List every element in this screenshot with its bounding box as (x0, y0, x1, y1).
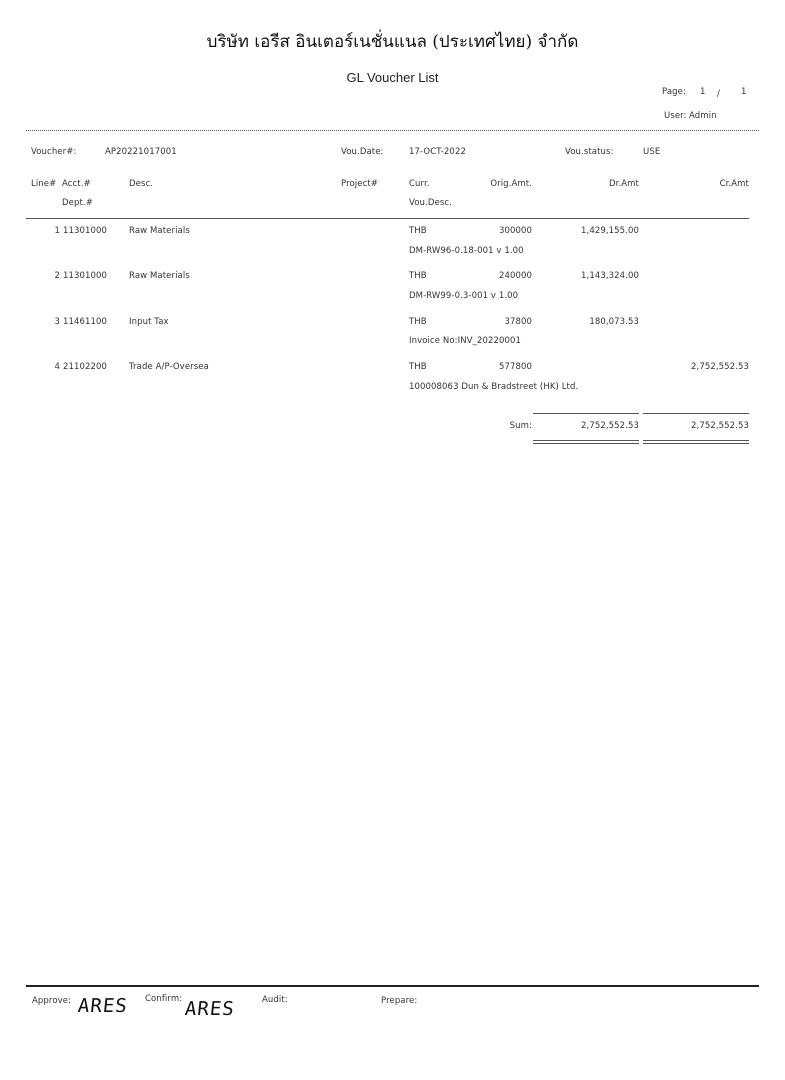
sum-label: Sum: (509, 421, 532, 431)
footer-divider (26, 985, 759, 987)
line-orig-amt: 240000 (498, 271, 532, 281)
col-header-vou-desc: Vou.Desc. (409, 198, 452, 208)
line-dr-amt: 1,143,324.00 (581, 271, 639, 281)
line-desc: Trade A/P-Oversea (129, 362, 209, 372)
voucher-date-value: 17-OCT-2022 (409, 147, 466, 157)
page-total: 1 (741, 87, 747, 97)
line-vou-desc: 100008063 Dun & Bradstreet (HK) Ltd. (409, 382, 579, 392)
line-cr-amt: 2,752,552.53 (691, 362, 749, 372)
line-orig-amt: 300000 (498, 226, 532, 236)
col-header-curr: Curr. (409, 179, 430, 189)
line-curr: THB (409, 317, 427, 327)
line-orig-amt: 37800 (504, 317, 532, 327)
line-acct: 11301000 (63, 271, 108, 281)
line-desc: Raw Materials (129, 271, 190, 281)
line-number: 3 (54, 317, 60, 327)
line-number: 4 (54, 362, 60, 372)
col-header-cr-amt: Cr.Amt (719, 179, 749, 189)
sum-dr-amt: 2,752,552.53 (581, 421, 639, 431)
col-header-project: Project# (341, 179, 379, 189)
col-header-line: Line# (31, 179, 57, 189)
line-number: 1 (54, 226, 60, 236)
line-curr: THB (409, 226, 427, 236)
sum-cr-amt: 2,752,552.53 (691, 421, 749, 431)
company-name: บริษัท เอรีส อินเตอร์เนชั่นแนล (ประเทศไทย) จำกัด (206, 32, 579, 52)
line-orig-amt: 577800 (498, 362, 532, 372)
confirm-signature: ARES (183, 998, 236, 1020)
voucher-no-label: Voucher#: (31, 147, 77, 157)
line-dr-amt: 1,429,155.00 (581, 226, 639, 236)
line-acct: 11301000 (63, 226, 108, 236)
confirm-label: Confirm: (145, 994, 183, 1004)
page-label: Page: (662, 87, 686, 97)
line-acct: 11461100 (63, 317, 108, 327)
page-separator: / (717, 89, 720, 99)
audit-label: Audit: (262, 995, 288, 1005)
report-title: GL Voucher List (346, 70, 439, 85)
sum-dr-double-rule (533, 440, 639, 444)
col-header-desc: Desc. (129, 179, 154, 189)
line-curr: THB (409, 271, 427, 281)
approve-signature: ARES (76, 995, 129, 1017)
voucher-date-label: Vou.Date: (341, 147, 384, 157)
col-header-dr-amt: Dr.Amt (609, 179, 639, 189)
line-acct: 21102200 (63, 362, 108, 372)
header-dotted-divider (26, 130, 759, 131)
user-label: User: (664, 111, 687, 121)
line-curr: THB (409, 362, 427, 372)
line-desc: Input Tax (129, 317, 169, 327)
sum-cr-top-rule (643, 413, 749, 414)
approve-label: Approve: (32, 996, 72, 1006)
line-dr-amt: 180,073.53 (589, 317, 639, 327)
sum-cr-double-rule (643, 440, 749, 444)
line-desc: Raw Materials (129, 226, 190, 236)
voucher-status-label: Vou.status: (565, 147, 614, 157)
voucher-no-value: AP20221017001 (105, 147, 177, 157)
user-value: Admin (689, 111, 717, 121)
voucher-status-value: USE (643, 147, 661, 157)
line-vou-desc: Invoice No:INV_20220001 (409, 336, 522, 346)
col-header-orig-amt: Orig.Amt. (490, 179, 532, 189)
col-header-dept: Dept.# (62, 198, 93, 208)
line-vou-desc: DM-RW99-0.3-001 v 1.00 (409, 291, 519, 301)
line-vou-desc: DM-RW96-0.18-001 v 1.00 (409, 246, 524, 256)
header-divider (26, 218, 749, 219)
sum-dr-top-rule (533, 413, 639, 414)
col-header-acct: Acct.# (62, 179, 91, 189)
prepare-label: Prepare: (381, 996, 418, 1006)
page-current: 1 (700, 87, 706, 97)
line-number: 2 (54, 271, 60, 281)
